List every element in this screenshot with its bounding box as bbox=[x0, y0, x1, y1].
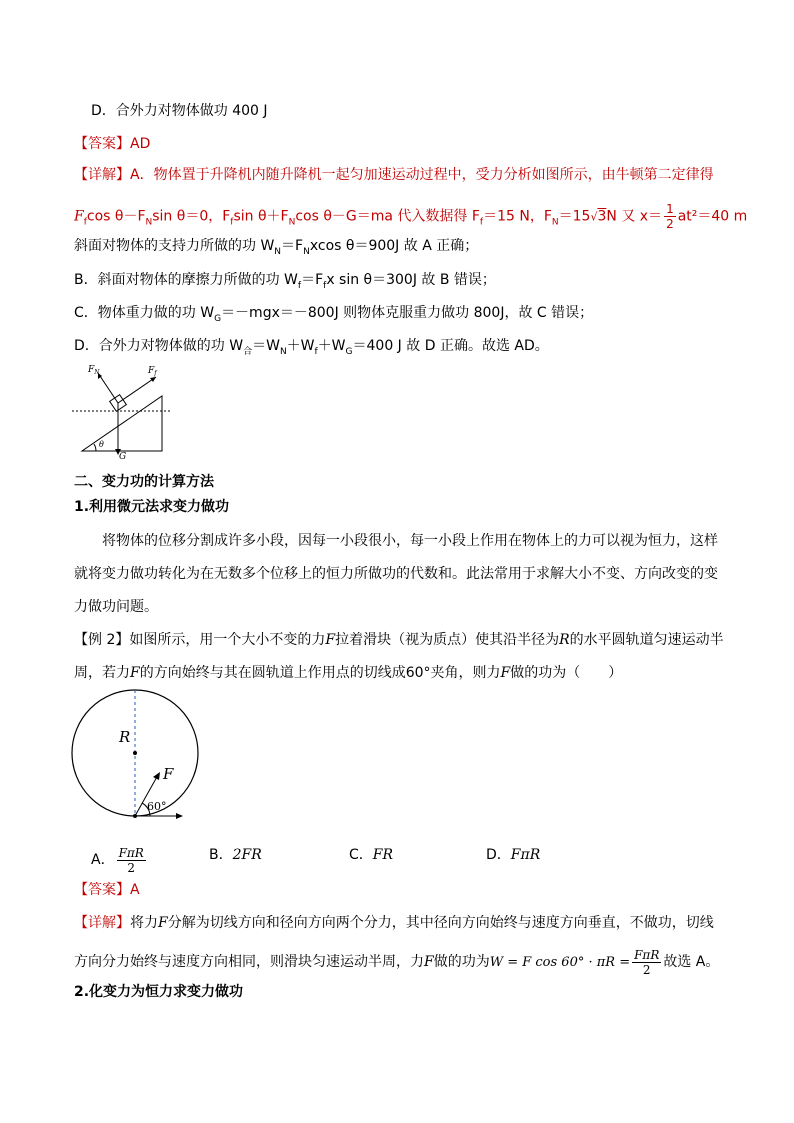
tangent-arrowhead bbox=[176, 813, 183, 819]
angle-arc bbox=[94, 444, 96, 451]
detail-tag: 【详解】 bbox=[74, 167, 130, 183]
eq-part: sin θ＋F bbox=[233, 208, 289, 225]
option-c: C．FR bbox=[349, 847, 394, 863]
center-point bbox=[133, 751, 137, 755]
eq-part: cos θ－G＝ma 代入数据得 F bbox=[295, 208, 480, 225]
example-2-line-2: 周，若力F的方向始终与其在圆轨道上作用点的切线成60°夹角，则力F做的功为（ ） bbox=[74, 665, 623, 681]
normal-force-arrow bbox=[98, 373, 118, 403]
subscript: N bbox=[145, 217, 153, 228]
answer-value: AD bbox=[130, 136, 151, 152]
method-1-heading: 1.利用微元法求变力做功 bbox=[74, 499, 230, 515]
eq-part: 3 bbox=[597, 208, 607, 225]
subscript: f bbox=[479, 217, 484, 228]
label-G: G bbox=[119, 452, 127, 460]
label-theta: θ bbox=[99, 440, 104, 449]
answer-tag: 【答案】 bbox=[74, 136, 130, 152]
section-heading: 二、变力功的计算方法 bbox=[74, 474, 214, 490]
method-2-heading: 2.化变力为恒力求变力做功 bbox=[74, 984, 244, 1000]
detail-2-line-1: 【详解】将力F分解为切线方向和径向方向两个分力，其中径向方向始终与速度方向垂直，不做功，切线 bbox=[74, 915, 714, 931]
detail-1-line-4: B．斜面对物体的摩擦力所做的功 $W_f=F_fx$ sin θ＝300J 故 B 错误； bbox=[74, 272, 496, 291]
detail-1-line-2: $F_f\cos$ $\theta-F_N\sin$ θ＝0，$F_f\sin$ $\theta+F_N\cos$ θ－G＝ma 代入数据得 $F_f=15$ N，$F_N=15√3N$ 又 x＝ $\frac{1}{2}$ at²＝40 m bbox=[74, 202, 748, 231]
incline-force-diagram bbox=[70, 360, 180, 460]
subscript: f bbox=[83, 217, 87, 228]
force-arrowhead bbox=[153, 772, 160, 780]
eq-part: ＝15 bbox=[558, 208, 591, 225]
option-d-2: D．FπR bbox=[486, 847, 541, 863]
example-2-line-1: 【例 2】如图所示，用一个大小不变的力F拉着滑块（视为质点）使其沿半径为R的水平圆轨道匀速运动半 bbox=[74, 632, 724, 648]
label-FN: $F_N$ bbox=[88, 365, 100, 376]
option-d: D．合外力对物体做功 400 J bbox=[91, 103, 268, 119]
eq-part: N 又 x＝ bbox=[606, 208, 663, 225]
circle-track-diagram bbox=[70, 688, 200, 828]
fraction-half: $\frac{1}{2}$ bbox=[666, 202, 674, 231]
label-angle: 60° bbox=[147, 800, 167, 813]
example-tag: 【例 2】 bbox=[74, 632, 130, 648]
label-Ff: $F_f$ bbox=[148, 366, 157, 377]
eq-part: ＝15 N，F bbox=[483, 208, 552, 225]
answer-2: 【答案】A bbox=[74, 882, 140, 898]
eq-part: at²＝40 m bbox=[677, 208, 748, 225]
var-F: F bbox=[74, 208, 84, 225]
answer-1 bbox=[74, 134, 150, 154]
option-a: A． $\frac{\text{FπR}}{2}$ bbox=[91, 845, 144, 875]
paragraph-line-3: 力做功问题。 bbox=[74, 599, 158, 615]
detail-1-line-5: C．物体重力做的功 $W_G=-mgx=-800J$ 则物体克服重力做功 800J，故 C 错误； bbox=[74, 305, 594, 324]
label-F: F bbox=[163, 765, 174, 783]
subscript: f bbox=[230, 217, 234, 228]
detail-1-line-3: 斜面对物体的支持力所做的功 $W_N=F_Nxcos$ θ＝900J 故 A 正确； bbox=[74, 238, 479, 257]
detail-1-line-1 bbox=[74, 165, 714, 185]
paragraph-line-2: 就将变力做功转化为在无数多个位移上的恒力所做功的代数和。此法常用于求解大小不变、方向改变的变 bbox=[74, 566, 718, 582]
label-R: R bbox=[119, 728, 131, 746]
subscript: N bbox=[551, 217, 559, 228]
option-b: B．2FR bbox=[209, 847, 262, 863]
detail-text: A．物体置于升降机内随升降机一起匀加速运动过程中，受力分析如图所示，由牛顿第二定律得 bbox=[130, 167, 714, 183]
eq-part: cos θ－F bbox=[86, 208, 146, 225]
detail-1-line-6: D．合外力对物体做的功 $W_合=W_N+W_f+W_G=400$ J 故 D 正确。故选 AD。 bbox=[74, 338, 549, 357]
detail-2-line-2: 方向分力始终与速度方向相同，则滑块匀速运动半周，力F做的功为W = F cos 60° · πR = $\frac{\text{FπR}}{2}$ 故选 A。 bbox=[74, 947, 720, 977]
subscript: N bbox=[288, 217, 296, 228]
friction-force-arrowhead bbox=[150, 377, 156, 382]
paragraph-line-1: 将物体的位移分割成许多小段，因每一小段很小，每一小段上作用在物体上的力可以视为恒力，这样 bbox=[102, 533, 718, 549]
friction-force-arrow bbox=[118, 377, 156, 403]
eq-part: sin θ＝0，F bbox=[152, 208, 231, 225]
